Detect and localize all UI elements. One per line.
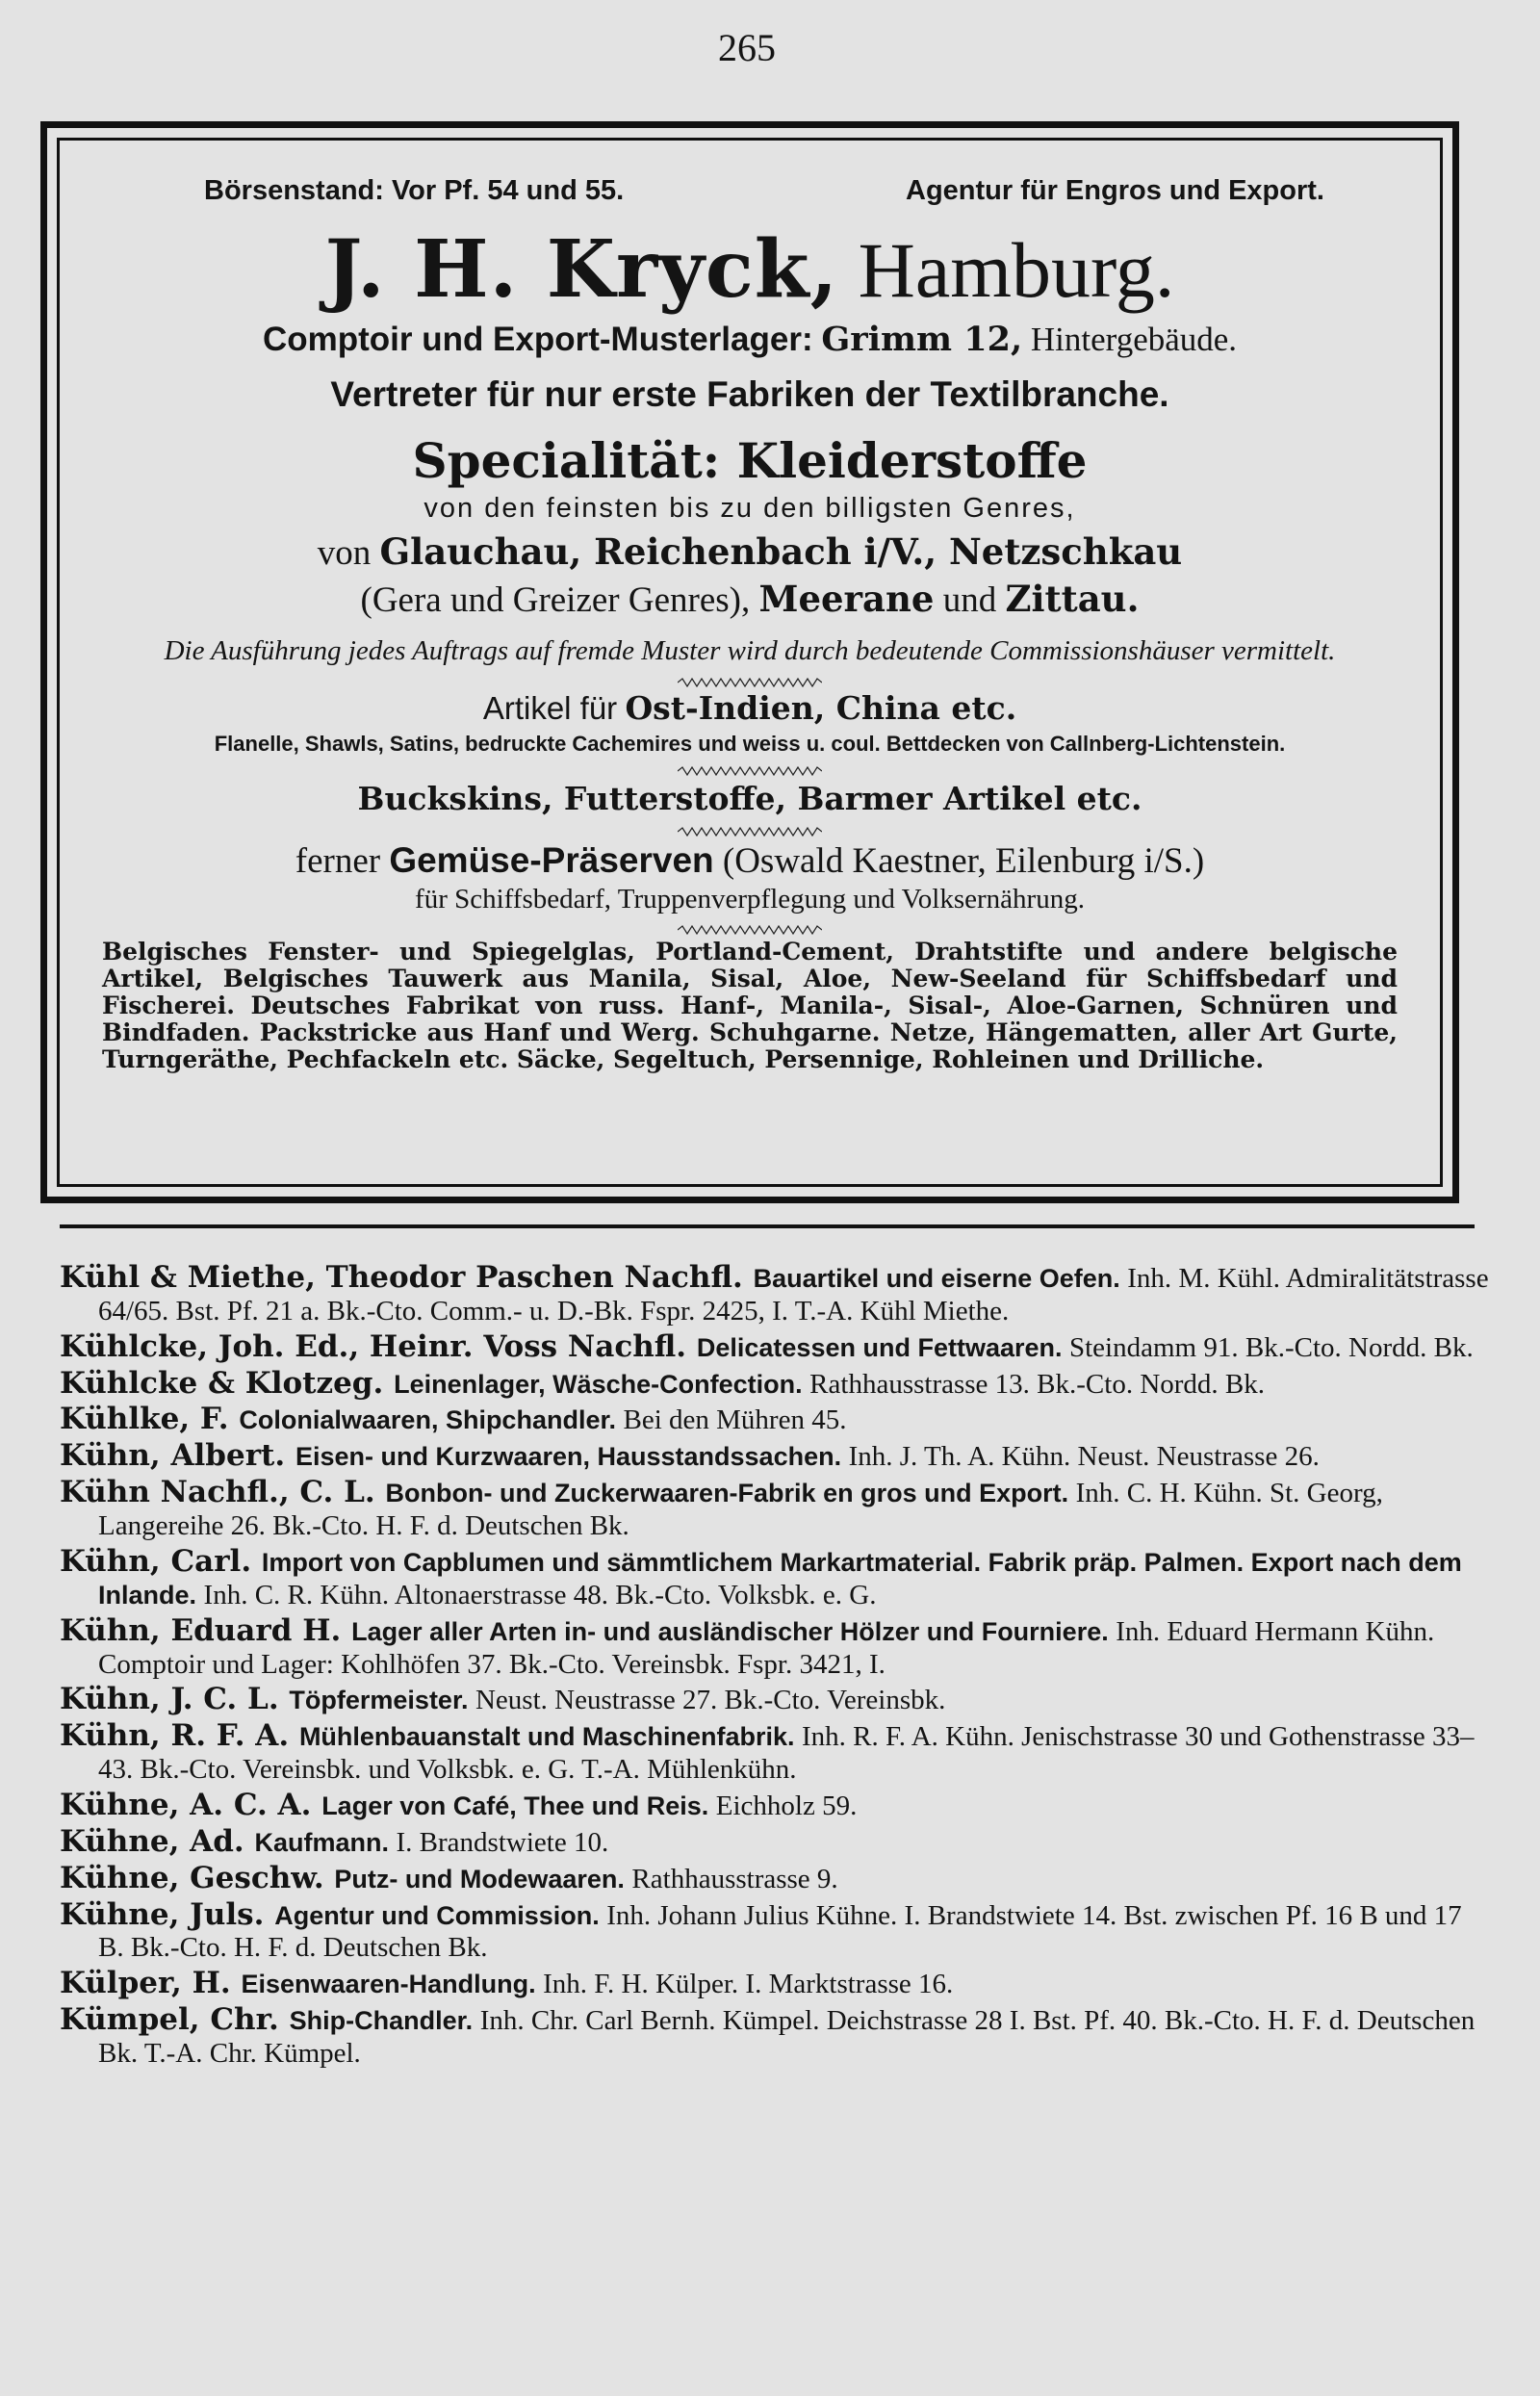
ornament-divider-3 <box>678 827 822 837</box>
entry-details: Rathhausstrasse 9. <box>631 1863 838 1894</box>
entry-trade: Import von Capblumen und sämmtlichem Markartmaterial. Fabrik präp. Palmen. Export nach dem Inlande. <box>98 1547 1462 1610</box>
zittau-text: Zittau. <box>1005 578 1140 621</box>
entry-firm-name: Kühn, Eduard H. <box>60 1612 352 1648</box>
entry-trade: Agentur und Commission. <box>274 1900 607 1930</box>
directory-entry <box>60 1330 1494 1365</box>
advertisement-box <box>40 121 1459 1203</box>
entry-trade: Eisen- und Kurzwaaren, Hausstandssachen. <box>295 1442 849 1472</box>
entry-details: Rathhausstrasse 13. Bk.-Cto. Nordd. Bk. <box>809 1368 1266 1400</box>
entry-details: Steindamm 91. Bk.-Cto. Nordd. Bk. <box>1069 1331 1474 1363</box>
comptoir-label: Comptoir und Export-Musterlager: <box>262 321 813 359</box>
meerane-text: Meerane <box>758 578 935 621</box>
specialitaet-line: Specialität: Kleiderstoffe <box>412 432 1088 490</box>
entry-details: Eichholz 59. <box>715 1790 858 1821</box>
entry-trade: Bonbon- und Zuckerwaaren-Fabrik en gros und Export. <box>385 1479 1076 1508</box>
entry-trade: Töpfermeister. <box>289 1686 475 1715</box>
directory-entry <box>60 1789 1494 1823</box>
entry-trade: Leinenlager, Wäsche-Confection. <box>394 1369 810 1399</box>
ornament-divider-2 <box>678 766 822 776</box>
directory-entry <box>60 1719 1494 1787</box>
entry-trade: Eisenwaaren-Handlung. <box>241 1970 544 1999</box>
schiffsbedarf-line: für Schiffsbedarf, Truppenverpflegung und Volksernährung. <box>415 883 1085 915</box>
entry-details: Inh. Eduard Hermann Kühn. Comptoir und Lager: Kohlhöfen 37. Bk.-Cto. Vereinsbk. Fspr. 3421, I. <box>98 1615 1435 1680</box>
artikel-regions: Ost-Indien, China etc. <box>625 688 1017 727</box>
entry-trade: Ship-Chandler. <box>289 2006 480 2036</box>
entry-firm-name: Kühn, R. F. A. <box>60 1718 299 1754</box>
belgian-goods-block: Belgisches Fenster- und Spiegelglas, Portland-Cement, Drahtstifte und andere belgische Artikel, Belgisches Tauwerk aus Manila, Sisal, Aloe, New-Seeland für Schiffsbedarf und Fischerei. Deutsches Fabrikat von russ. Hanf-, Manila-, Sisal-, Aloe-Garnen, Schnüren und Bindfaden. Packstricke aus Hanf und Werg. Schuhgarne. Netze, Hängematten, aller Art Gurte, Turngeräthe, Pechfackeln etc. Säcke, Segeltuch, Persennige, Rohleinen und Drilliche. <box>102 937 1398 1073</box>
entry-details: Inh. F. H. Külper. I. Marktstrasse 16. <box>543 1969 954 2000</box>
entry-details: Inh. C. H. Kühn. St. Georg, Langereihe 26. Bk.-Cto. H. F. d. Deutschen Bk. <box>98 1478 1383 1542</box>
entry-trade: Kaufmann. <box>254 1827 397 1857</box>
directory-entry <box>60 1967 1494 2001</box>
entry-details: Inh. M. Kühl. Admiralitätstrasse 64/65. Bst. Pf. 21 a. Bk.-Cto. Comm.- u. D.-Bk. Fspr. 2425, I. T.-A. Kühl Miethe. <box>98 1263 1489 1327</box>
ornament-divider-4 <box>678 925 822 935</box>
entry-details: Inh. J. Th. A. Kühn. Neust. Neustrasse 26. <box>848 1441 1320 1473</box>
firm-city: Hamburg. <box>858 226 1175 314</box>
entry-details: Inh. Chr. Carl Bernh. Kümpel. Deichstrasse 28 I. Bst. Pf. 40. Bk.-Cto. H. F. d. Deutschen Bk. T.-A. Chr. Kümpel. <box>98 2005 1476 2069</box>
artikel-prefix: Artikel für <box>482 689 618 726</box>
directory-entry <box>60 1862 1494 1896</box>
section-rule <box>60 1224 1475 1228</box>
entry-trade: Bauartikel und eiserne Oefen. <box>753 1264 1128 1293</box>
directory-entries <box>60 1261 1494 2073</box>
entry-firm-name: Kümpel, Chr. <box>60 2002 290 2038</box>
entry-details: Inh. Johann Julius Kühne. I. Brandstwiete 14. Bst. zwischen Pf. 16 B und 17 B. Bk.-Cto. H. F. d. Deutschen Bk. <box>98 1899 1462 1964</box>
entry-firm-name: Kühlke, F. <box>60 1402 240 1437</box>
firm-name: J. H. Kryck, <box>324 223 839 316</box>
directory-entry <box>60 1545 1494 1612</box>
ferner-product: Gemüse-Präserven <box>389 839 714 880</box>
directory-entry <box>60 1614 1494 1682</box>
entry-details: Inh. R. F. A. Kühn. Jenischstrasse 30 und Gothenstrasse 33–43. Bk.-Cto. Vereinsbk. und Volksbk. e. G. T.-A. Mühlenkühn. <box>98 1721 1475 1786</box>
entry-firm-name: Külper, H. <box>60 1966 242 2001</box>
entry-details: Neust. Neustrasse 27. Bk.-Cto. Vereinsbk. <box>475 1685 946 1716</box>
entry-trade: Delicatessen und Fettwaaren. <box>696 1332 1069 1362</box>
entry-firm-name: Kühne, Geschw. <box>60 1860 335 1895</box>
entry-trade: Lager von Café, Thee und Reis. <box>321 1791 716 1820</box>
entry-firm-name: Kühlcke & Klotzeg. <box>60 1365 395 1401</box>
orte-line <box>98 530 1401 574</box>
gera-line <box>98 578 1401 621</box>
entry-trade: Putz- und Modewaaren. <box>334 1864 632 1894</box>
entry-firm-name: Kühne, Ad. <box>60 1823 255 1859</box>
entry-trade: Colonialwaaren, Shipchandler. <box>239 1405 624 1435</box>
directory-entry <box>60 1403 1494 1437</box>
directory-entry <box>60 1683 1494 1717</box>
ad-top-row <box>98 175 1401 207</box>
comptoir-street: Grimm 12, <box>821 320 1023 360</box>
entry-firm-name: Kühne, A. C. A. <box>60 1787 322 1822</box>
flanelle-line: Flanelle, Shawls, Satins, bedruckte Cachemires und weiss u. coul. Bettdecken von Callnberg-Lichtenstein. <box>214 731 1286 756</box>
ferner-prefix: ferner <box>295 840 381 881</box>
entry-details: Inh. C. R. Kühn. Altonaerstrasse 48. Bk.-Cto. Volksbk. e. G. <box>203 1579 877 1610</box>
ferner-line <box>98 840 1401 882</box>
entry-details: Bei den Mühren 45. <box>623 1404 847 1436</box>
ornament-divider-1 <box>678 678 822 687</box>
directory-entry <box>60 1476 1494 1543</box>
entry-firm-name: Kühl & Miethe, Theodor Paschen Nachfl. <box>60 1260 754 1295</box>
vertreter-line: Vertreter für nur erste Fabriken der Textilbranche. <box>330 374 1169 415</box>
comptoir-line <box>98 320 1401 359</box>
advertisement-inner-frame <box>57 138 1443 1187</box>
boersenstand-text: Börsenstand: Vor Pf. 54 und 55. <box>204 175 625 206</box>
italic-note: Die Ausführung jedes Auftrags auf fremde Muster wird durch bedeutende Commissionshäuser vermittelt. <box>164 635 1336 667</box>
agentur-text: Agentur für Engros und Export. <box>906 175 1324 206</box>
entry-trade: Mühlenbauanstalt und Maschinenfabrik. <box>298 1722 802 1752</box>
entry-firm-name: Kühn, Albert. <box>60 1438 295 1474</box>
buckskins-line: Buckskins, Futterstoffe, Barmer Artikel etc. <box>357 779 1142 817</box>
und-text: und <box>942 580 997 621</box>
entry-firm-name: Kühlcke, Joh. Ed., Heinr. Voss Nachfl. <box>60 1328 697 1364</box>
entry-firm-name: Kühne, Juls. <box>60 1896 275 1932</box>
directory-entry <box>60 1439 1494 1474</box>
entry-firm-name: Kühn Nachfl., C. L. <box>60 1475 386 1510</box>
firm-heading <box>98 223 1401 316</box>
entry-trade: Lager aller Arten in- und ausländischer Hölzer und Fourniere. <box>351 1616 1116 1646</box>
comptoir-rest: Hintergebäude. <box>1030 321 1238 359</box>
orte-names: Glauchau, Reichenbach i/V., Netzschkau <box>379 530 1183 574</box>
directory-entry <box>60 1367 1494 1402</box>
ferner-supplier: (Oswald Kaestner, Eilenburg i/S.) <box>722 840 1205 881</box>
directory-entry <box>60 1825 1494 1860</box>
artikel-line <box>98 689 1401 728</box>
entry-firm-name: Kühn, J. C. L. <box>60 1682 290 1717</box>
directory-entry <box>60 1261 1494 1328</box>
genres-line: von den feinsten bis zu den billigsten Genres, <box>424 493 1076 525</box>
gera-text: (Gera und Greizer Genres), <box>360 580 751 621</box>
orte-prefix: von <box>317 533 372 574</box>
entry-firm-name: Kühn, Carl. <box>60 1543 262 1579</box>
directory-entry <box>60 1898 1494 1966</box>
page-number: 265 <box>718 26 776 69</box>
entry-details: I. Brandstwiete 10. <box>396 1826 609 1858</box>
directory-entry <box>60 2003 1494 2071</box>
